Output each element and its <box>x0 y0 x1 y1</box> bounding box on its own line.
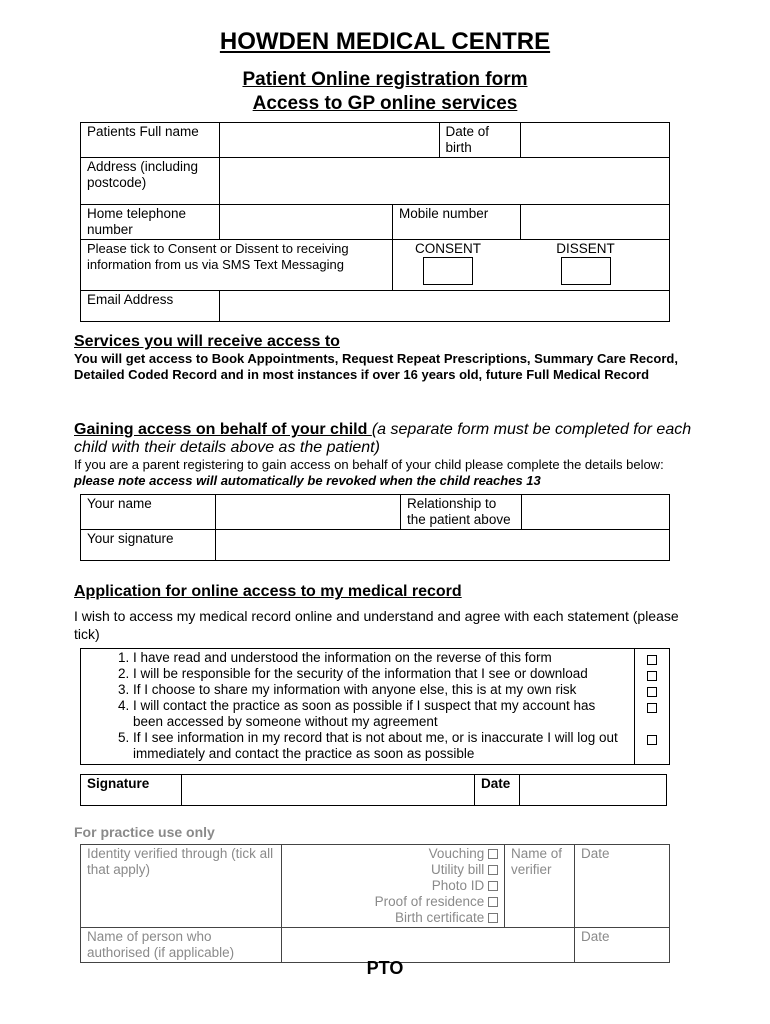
statement-checkbox-3[interactable] <box>647 687 657 697</box>
authorised-label: Name of person who authorised (if applicable) <box>81 928 282 963</box>
application-intro: I wish to access my medical record online and understand and agree with each statement (please tick) <box>74 608 679 642</box>
verifier-date-label: Date <box>575 845 670 928</box>
dissent-checkbox[interactable] <box>561 257 611 285</box>
child-table <box>80 494 670 561</box>
child-heading: Gaining access on behalf of your child <box>74 421 372 438</box>
consent-label: CONSENT <box>414 241 481 256</box>
email-label: Email Address <box>81 291 220 322</box>
email-field[interactable] <box>220 291 670 322</box>
option-vouching: Vouching <box>428 846 485 861</box>
dob-label: Date of birth <box>439 123 520 158</box>
page-title: HOWDEN MEDICAL CENTRE <box>219 28 551 55</box>
option-birth-certificate: Birth certificate <box>394 910 485 925</box>
pto-label: PTO <box>366 958 404 978</box>
statement-item: 4. I will contact the practice as soon as possible if I suspect that my account has been accessed by someone without my agreement <box>133 698 628 730</box>
statements-table <box>80 648 670 765</box>
application-heading: Application for online access to my medical record <box>74 583 462 600</box>
form-subtitle-2: Access to GP online services <box>252 93 518 114</box>
practice-table <box>80 844 670 963</box>
child-revoke-note: please note access will automatically be revoked when the child reaches 13 <box>74 473 541 488</box>
dob-field[interactable] <box>521 123 670 158</box>
form-subtitle: Patient Online registration form <box>242 69 528 90</box>
date-label: Date <box>475 775 520 806</box>
proof-of-residence-checkbox[interactable] <box>488 897 498 907</box>
identity-label: Identity verified through (tick all that apply) <box>81 845 282 928</box>
sms-label: Please tick to Consent or Dissent to receiving information from us via SMS Text Messaging <box>81 240 393 291</box>
services-heading: Services you will receive access to <box>74 333 340 350</box>
option-utility-bill: Utility bill <box>430 862 485 877</box>
birth-certificate-checkbox[interactable] <box>488 913 498 923</box>
dissent-label: DISSENT <box>556 241 615 256</box>
home-tel-field[interactable] <box>220 205 393 240</box>
statement-item: 3. If I choose to share my information with anyone else, this is at my own risk <box>133 682 628 698</box>
your-signature-label: Your signature <box>81 530 216 561</box>
authorised-date-label: Date <box>575 928 670 963</box>
child-heading-note: (a separate form must be completed for each child with their details above as the patient) <box>74 421 692 456</box>
patient-details-table <box>80 122 670 322</box>
your-name-field[interactable] <box>216 495 401 530</box>
mobile-label: Mobile number <box>393 205 521 240</box>
statement-item: 2. I will be responsible for the security of the information that I see or download <box>133 666 628 682</box>
full-name-label: Patients Full name <box>81 123 220 158</box>
statement-ticks-cell <box>635 649 670 765</box>
child-text: If you are a parent registering to gain access on behalf of your child please complete the details below: <box>74 457 664 472</box>
statement-item: 5. If I see information in my record that is not about me, or is inaccurate I will log out immediately and contact the practice as soon as possible <box>133 730 628 762</box>
practice-heading: For practice use only <box>74 824 215 840</box>
verifier-label: Name of verifier <box>505 845 575 928</box>
utility-bill-checkbox[interactable] <box>488 865 498 875</box>
option-photo-id: Photo ID <box>431 878 485 893</box>
vouching-checkbox[interactable] <box>488 849 498 859</box>
statement-checkbox-5[interactable] <box>647 735 657 745</box>
your-signature-field[interactable] <box>216 530 670 561</box>
statement-checkbox-4[interactable] <box>647 703 657 713</box>
mobile-field[interactable] <box>520 205 669 240</box>
option-proof-of-residence: Proof of residence <box>374 894 485 909</box>
signature-field[interactable] <box>182 775 475 806</box>
statement-checkbox-1[interactable] <box>647 655 657 665</box>
statement-checkbox-2[interactable] <box>647 671 657 681</box>
full-name-field[interactable] <box>220 123 440 158</box>
address-field[interactable] <box>220 158 670 205</box>
services-text: You will get access to Book Appointments, Request Repeat Prescriptions, Summary Care Record, Detailed Coded Record and in most instances if over 16 years old, future Full Medical Record <box>74 351 678 382</box>
consent-checkbox[interactable] <box>423 257 473 285</box>
signature-label: Signature <box>81 775 182 806</box>
statements-list-cell <box>81 649 635 765</box>
child-heading-block <box>74 421 694 457</box>
relationship-field[interactable] <box>522 495 670 530</box>
photo-id-checkbox[interactable] <box>488 881 498 891</box>
date-field[interactable] <box>520 775 667 806</box>
home-tel-label: Home telephone number <box>81 205 220 240</box>
sms-tick-cell <box>393 240 670 291</box>
your-name-label: Your name <box>81 495 216 530</box>
relationship-label: Relationship to the patient above <box>401 495 522 530</box>
statement-item: 1. I have read and understood the information on the reverse of this form <box>133 650 628 666</box>
identity-options <box>282 845 505 928</box>
signature-table <box>80 774 667 806</box>
address-label: Address (including postcode) <box>81 158 220 205</box>
child-text-block <box>74 457 694 489</box>
